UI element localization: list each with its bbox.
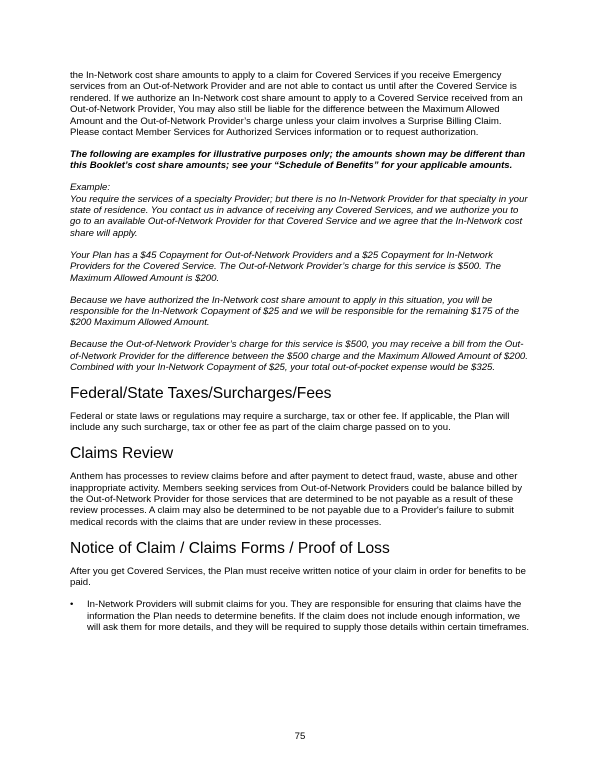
section-paragraph-notice-of-claim: After you get Covered Services, the Plan must receive written notice of your claim in order for benefits to be paid. [70,565,526,589]
example-label: Example: [70,182,110,194]
example-block [70,182,530,239]
section-paragraph-claims-review: Anthem has processes to review claims before and after payment to detect fraud, waste, abuse and other inappropriate activity. Members seeking services from Out-of-Network Providers could be balance billed by the Out-of-Network Provider for those services that are determined to be not payable as a result of these review processes. A claim may also be determined to be not payable due to a Provider's failure to submit medical records with the claims that are under review in these processes. [70,471,522,528]
example-paragraph-4: Because the Out-of-Network Provider’s charge for this service is $500, you may receive a bill from the Out-of-Network Provider for the difference between the $500 charge and the Maximum Allowed Amount of $200. Combined with your In-Network Copayment of $25, your total out-of-pocket expense would be $325. [70,339,528,374]
bullet-text: In-Network Providers will submit claims for you. They are responsible for ensuring that claims have the information the Plan needs to determine benefits. If the claim does not include enough information, we will ask them for more details, and they will be required to supply those details within certain timeframes. [87,599,530,633]
bullet-list [70,599,530,633]
example-paragraph-2: Your Plan has a $45 Copayment for Out-of-Network Providers and a $25 Copayment for In-Network Providers for the Covered Service. The Out-of-Network Provider’s charge for this service is $500. The Maximum Allowed Amount is $200. [70,249,502,284]
section-heading-claims-review: Claims Review [70,445,174,463]
section-heading-notice-of-claim: Notice of Claim / Claims Forms / Proof of Loss [70,539,390,557]
illustrative-note: The following are examples for illustrative purposes only; the amounts shown may be different than this Booklet’s cost share amounts; see your “Schedule of Benefits” for your applicable amounts. [70,148,526,172]
bullet-icon: • [70,599,74,611]
section-paragraph-taxes: Federal or state laws or regulations may require a surcharge, tax or other fee. If applicable, the Plan will include any such surcharge, tax or other fee as part of the claim charge passed on to you. [70,410,510,434]
list-item [70,599,530,633]
opening-paragraph: the In-Network cost share amounts to apply to a claim for Covered Services if you receive Emergency services from an Out-of-Network Provider and are not able to contact us until after the Covered Service is rendered. If we authorize an In-Network cost share amount to apply to a Covered Service received from an Out-of-Network Provider, You may also still be liable for the difference between the Maximum Allowed Amount and the Out-of-Network Provider’s charge unless your claim involves a Surprise Billing Claim. Please contact Member Services for Authorized Services information or to request authorization. [70,70,523,139]
example-paragraph-1: You require the services of a specialty Provider; but there is no In-Network Provider for that specialty in your state of residence. You contact us in advance of receiving any Covered Services, and we authorize you to go to an available Out-of-Network Provider for that Covered Service and we agree that the In-Network cost share will apply. [70,193,528,239]
document-page [70,70,530,633]
example-paragraph-3: Because we have authorized the In-Network cost share amount to apply in this situation, you will be responsible for the In-Network Copayment of $25 and we will be responsible for the remaining $175 of the $200 Maximum Allowed Amount. [70,294,520,329]
page-number: 75 [294,731,306,742]
section-heading-taxes: Federal/State Taxes/Surcharges/Fees [70,384,332,402]
